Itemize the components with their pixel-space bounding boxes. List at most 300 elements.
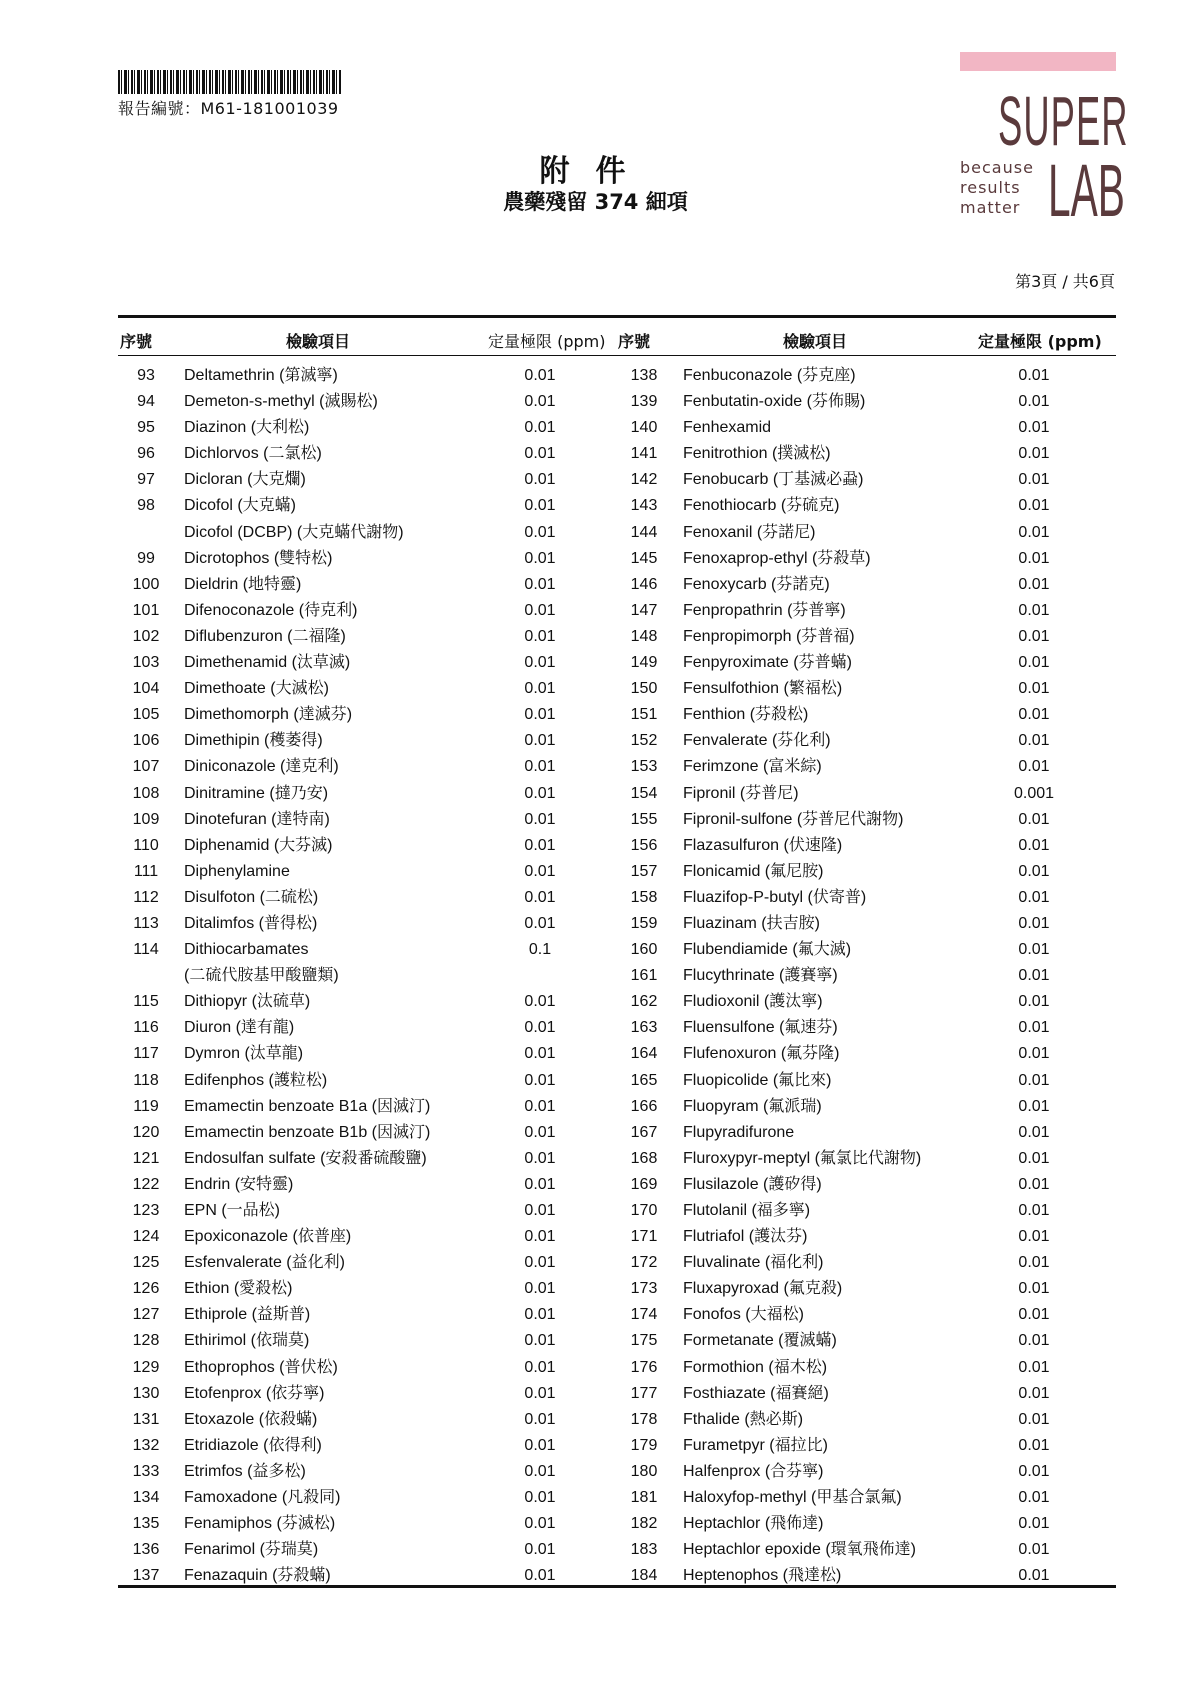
right-number-cell: 172 (630, 1254, 658, 1272)
right-limit-cell: 0.01 (1018, 471, 1050, 489)
left-item-cell: Dicofol (DCBP) (大克蟎代謝物) (184, 523, 404, 541)
right-item-cell: Fenitrothion (撲滅松) (683, 445, 831, 463)
table-row (118, 1198, 1116, 1224)
table-row (118, 1250, 1116, 1276)
right-item-cell: Fenpropimorph (芬普福) (683, 627, 855, 645)
left-item-cell: Dichlorvos (二氯松) (184, 445, 322, 463)
left-limit-cell: 0.01 (524, 1045, 556, 1063)
left-item-cell: Fenarimol (芬瑞莫) (184, 1541, 319, 1559)
left-number-cell: 121 (132, 1149, 160, 1167)
left-limit-cell: 0.01 (524, 732, 556, 750)
right-limit-cell: 0.01 (1018, 1384, 1050, 1402)
left-number-cell: 102 (132, 627, 160, 645)
right-number-cell: 167 (630, 1123, 658, 1141)
right-item-cell: Fludioxonil (護汰寧) (683, 993, 823, 1011)
left-item-cell: Fenamiphos (芬滅松) (184, 1515, 336, 1533)
right-item-cell: Fenpropathrin (芬普寧) (683, 601, 846, 619)
left-number-cell: 125 (132, 1254, 160, 1272)
right-number-cell: 145 (630, 549, 658, 567)
right-item-cell: Formetanate (覆滅蟎) (683, 1332, 837, 1350)
left-number-cell: 135 (132, 1515, 160, 1533)
table-row (118, 833, 1116, 859)
left-item-cell: Dicrotophos (雙特松) (184, 549, 333, 567)
right-limit-cell: 0.01 (1018, 1045, 1050, 1063)
table-row (118, 1485, 1116, 1511)
right-limit-cell: 0.01 (1018, 1019, 1050, 1037)
left-item-cell: Endrin (安特靈) (184, 1175, 294, 1193)
table-row (118, 1381, 1116, 1407)
right-limit-cell: 0.01 (1018, 654, 1050, 672)
left-number-cell: 131 (132, 1410, 160, 1428)
right-limit-cell: 0.01 (1018, 941, 1050, 959)
left-item-cell: Etrimfos (益多松) (184, 1462, 306, 1480)
right-item-cell: Fluvalinate (福化利) (683, 1254, 824, 1272)
table-row (118, 1015, 1116, 1041)
right-number-cell: 161 (630, 967, 658, 985)
left-item-cell: Disulfoton (二硫松) (184, 888, 319, 906)
right-number-cell: 143 (630, 497, 658, 515)
header-limit-right: 定量極限 (ppm) (978, 332, 1102, 351)
right-item-cell: Flubendiamide (氟大滅) (683, 941, 852, 959)
left-number-cell: 108 (132, 784, 160, 802)
table-row (118, 624, 1116, 650)
right-number-cell: 166 (630, 1097, 658, 1115)
left-item-cell: Famoxadone (凡殺同) (184, 1489, 341, 1507)
logo-tagline-line: matter (960, 198, 1021, 217)
left-limit-cell: 0.01 (524, 1123, 556, 1141)
right-item-cell: Fenoxycarb (芬諾克) (683, 575, 830, 593)
left-limit-cell: 0.01 (524, 1462, 556, 1480)
table-header-rule (118, 355, 1116, 356)
left-limit-cell: 0.01 (524, 706, 556, 724)
right-item-cell: Fenoxanil (芬諾尼) (683, 523, 816, 541)
table-row (118, 520, 1116, 546)
right-number-cell: 142 (630, 471, 658, 489)
right-number-cell: 141 (630, 445, 658, 463)
logo-tagline-line: results (960, 178, 1021, 197)
header-limit-left: 定量極限 (ppm) (488, 332, 606, 351)
left-limit-cell: 0.01 (524, 627, 556, 645)
left-number-cell: 118 (133, 1071, 159, 1089)
right-limit-cell: 0.01 (1018, 810, 1050, 828)
left-limit-cell: 0.01 (524, 836, 556, 854)
table-row (118, 1224, 1116, 1250)
left-number-cell: 137 (132, 1567, 160, 1585)
header-no-right: 序號 (618, 332, 651, 351)
right-limit-cell: 0.01 (1018, 1489, 1050, 1507)
left-number-cell: 119 (133, 1097, 159, 1115)
table-bottom-rule (118, 1585, 1116, 1588)
left-item-cell: Etoxazole (依殺蟎) (184, 1410, 318, 1428)
right-item-cell: Halfenprox (合芬寧) (683, 1462, 824, 1480)
right-limit-cell: 0.01 (1018, 393, 1050, 411)
right-item-cell: Flupyradifurone (683, 1123, 795, 1141)
page-indicator: 第3頁 / 共6頁 (1015, 272, 1115, 291)
right-item-cell: Fluensulfone (氟速芬) (683, 1019, 838, 1037)
left-item-cell: Dymron (汰草龍) (184, 1045, 304, 1063)
left-limit-cell: 0.01 (524, 993, 556, 1011)
right-item-cell: Fluopyram (氟派瑞) (683, 1097, 822, 1115)
left-item-cell: Ethion (愛殺松) (184, 1280, 293, 1298)
right-limit-cell: 0.01 (1018, 1332, 1050, 1350)
table-row (118, 415, 1116, 441)
right-number-cell: 168 (630, 1149, 658, 1167)
right-number-cell: 170 (630, 1202, 658, 1219)
table-row (118, 1355, 1116, 1381)
table-row (118, 441, 1116, 467)
right-number-cell: 146 (630, 575, 658, 593)
left-limit-cell: 0.01 (524, 888, 556, 906)
left-number-cell: 130 (132, 1384, 160, 1402)
right-number-cell: 153 (630, 758, 658, 776)
table-row (118, 885, 1116, 911)
table-row (118, 937, 1116, 963)
left-limit-cell: 0.01 (524, 1332, 556, 1350)
right-item-cell: Fenoxaprop-ethyl (芬殺草) (683, 549, 871, 567)
left-number-cell: 93 (137, 367, 155, 384)
right-limit-cell: 0.01 (1018, 888, 1050, 906)
left-item-cell: (二硫代胺基甲酸鹽類) (184, 967, 339, 985)
right-limit-cell: 0.01 (1018, 1202, 1050, 1219)
right-number-cell: 162 (630, 993, 658, 1011)
right-number-cell: 177 (630, 1384, 658, 1402)
right-item-cell: Flazasulfuron (伏速隆) (683, 836, 843, 854)
right-number-cell: 169 (630, 1175, 658, 1193)
right-number-cell: 176 (630, 1358, 658, 1376)
superlab-logo (960, 52, 1129, 232)
right-limit-cell: 0.01 (1018, 680, 1050, 698)
right-number-cell: 155 (630, 810, 658, 828)
left-number-cell: 97 (137, 471, 155, 489)
logo-tagline (960, 158, 1034, 218)
right-limit-cell: 0.01 (1018, 732, 1050, 750)
right-number-cell: 140 (630, 419, 658, 437)
right-number-cell: 164 (630, 1045, 658, 1063)
right-item-cell: Furametpyr (福拉比) (683, 1436, 828, 1454)
table-row (118, 1407, 1116, 1433)
table-row (118, 650, 1116, 676)
left-item-cell: Dithiocarbamates (184, 941, 309, 959)
right-limit-cell: 0.01 (1018, 1306, 1050, 1324)
table-row (118, 1068, 1116, 1094)
right-item-cell: Flutolanil (福多寧) (683, 1202, 811, 1219)
right-number-cell: 147 (630, 601, 658, 619)
left-number-cell: 120 (132, 1123, 160, 1141)
table-row (118, 1094, 1116, 1120)
left-item-cell: Dimethipin (穫萎得) (184, 732, 323, 750)
left-item-cell: Diniconazole (達克利) (184, 758, 339, 776)
left-limit-cell: 0.01 (524, 1228, 556, 1246)
table-row (118, 1537, 1116, 1563)
table-top-rule (118, 315, 1116, 318)
table-row (118, 467, 1116, 493)
right-item-cell: Fenbuconazole (芬克座) (683, 367, 856, 384)
left-item-cell: Demeton-s-methyl (滅賜松) (184, 393, 378, 411)
left-item-cell: Epoxiconazole (依普座) (184, 1228, 352, 1246)
left-item-cell: Deltamethrin (第滅寧) (184, 367, 338, 384)
right-limit-cell: 0.01 (1018, 758, 1050, 776)
left-limit-cell: 0.01 (524, 1019, 556, 1037)
right-limit-cell: 0.01 (1018, 993, 1050, 1011)
right-item-cell: Fensulfothion (繁福松) (683, 680, 843, 698)
left-number-cell: 136 (132, 1541, 160, 1559)
left-number-cell: 116 (133, 1019, 159, 1037)
left-number-cell: 111 (133, 862, 159, 880)
left-item-cell: Etofenprox (依芬寧) (184, 1384, 325, 1402)
left-item-cell: Diphenamid (大芬滅) (184, 836, 333, 854)
right-number-cell: 182 (630, 1515, 658, 1533)
header-item-right: 檢驗項目 (783, 332, 848, 351)
left-number-cell: 115 (133, 993, 159, 1011)
right-item-cell: Fluazifop-P-butyl (伏寄普) (683, 888, 867, 906)
left-limit-cell: 0.01 (524, 523, 556, 541)
logo-lab-text: LAB (1048, 149, 1125, 232)
right-limit-cell: 0.01 (1018, 497, 1050, 515)
left-number-cell: 109 (132, 810, 160, 828)
left-limit-cell: 0.01 (524, 1410, 556, 1428)
left-limit-cell: 0.01 (524, 575, 556, 593)
left-item-cell: Ethirimol (依瑞莫) (184, 1332, 310, 1350)
table-row (118, 859, 1116, 885)
right-item-cell: Heptachlor epoxide (環氧飛佈達) (683, 1541, 916, 1559)
left-limit-cell: 0.01 (524, 914, 556, 932)
table-row (118, 781, 1116, 807)
left-item-cell: Dinotefuran (達特南) (184, 810, 330, 828)
left-limit-cell: 0.01 (524, 1567, 556, 1585)
right-item-cell: Fenbutatin-oxide (芬佈賜) (683, 393, 866, 411)
right-item-cell: Flucythrinate (護賽寧) (683, 967, 838, 985)
left-limit-cell: 0.01 (524, 1097, 556, 1115)
right-number-cell: 183 (630, 1541, 658, 1559)
header-no-left: 序號 (120, 332, 153, 351)
right-number-cell: 152 (630, 732, 658, 750)
right-item-cell: Fluazinam (扶吉胺) (683, 914, 820, 932)
right-limit-cell: 0.01 (1018, 1358, 1050, 1376)
right-number-cell: 165 (630, 1071, 658, 1089)
right-item-cell: Fenvalerate (芬化利) (683, 732, 831, 750)
left-number-cell: 132 (132, 1436, 160, 1454)
table-row (118, 598, 1116, 624)
right-limit-cell: 0.01 (1018, 445, 1050, 463)
left-limit-cell: 0.01 (524, 1489, 556, 1507)
right-item-cell: Flufenoxuron (氟芬隆) (683, 1045, 840, 1063)
left-item-cell: Endosulfan sulfate (安殺番硫酸鹽) (184, 1149, 427, 1167)
left-item-cell: Etridiazole (依得利) (184, 1436, 322, 1454)
right-item-cell: Fipronil-sulfone (芬普尼代謝物) (683, 810, 904, 828)
left-number-cell: 107 (132, 758, 160, 776)
right-limit-cell: 0.01 (1018, 523, 1050, 541)
right-limit-cell: 0.01 (1018, 549, 1050, 567)
right-item-cell: Fenothiocarb (芬硫克) (683, 497, 840, 515)
right-item-cell: Fosthiazate (福賽絕) (683, 1384, 829, 1402)
left-number-cell: 106 (132, 732, 160, 750)
left-number-cell: 127 (132, 1306, 160, 1324)
left-number-cell: 128 (132, 1332, 160, 1350)
table-row (118, 1146, 1116, 1172)
left-limit-cell: 0.01 (524, 810, 556, 828)
left-limit-cell: 0.01 (524, 1358, 556, 1376)
left-limit-cell: 0.01 (524, 680, 556, 698)
right-number-cell: 179 (630, 1436, 658, 1454)
left-number-cell: 123 (132, 1202, 160, 1219)
right-limit-cell: 0.01 (1018, 1149, 1050, 1167)
right-item-cell: Flusilazole (護矽得) (683, 1175, 822, 1193)
right-limit-cell: 0.01 (1018, 627, 1050, 645)
left-limit-cell: 0.01 (524, 445, 556, 463)
left-item-cell: EPN (一品松) (184, 1202, 281, 1219)
right-number-cell: 178 (630, 1410, 658, 1428)
right-number-cell: 180 (630, 1462, 658, 1480)
right-item-cell: Fenpyroximate (芬普蟎) (683, 654, 852, 672)
right-limit-cell: 0.01 (1018, 601, 1050, 619)
right-item-cell: Flonicamid (氟尼胺) (683, 862, 824, 880)
right-item-cell: Heptachlor (飛佈達) (683, 1515, 824, 1533)
left-item-cell: Dithiopyr (汰硫草) (184, 993, 311, 1011)
logo-super-text: SUPER (998, 82, 1129, 160)
left-number-cell: 98 (137, 497, 155, 515)
right-number-cell: 149 (630, 654, 658, 672)
table-row (118, 1511, 1116, 1537)
right-limit-cell: 0.01 (1018, 1228, 1050, 1246)
page-subtitle: 農藥殘留 374 細項 (503, 190, 688, 214)
right-item-cell: Fthalide (熱必斯) (683, 1410, 804, 1428)
left-limit-cell: 0.01 (524, 367, 556, 384)
right-item-cell: Heptenophos (飛達松) (683, 1567, 842, 1585)
right-number-cell: 150 (630, 680, 658, 698)
right-limit-cell: 0.01 (1018, 967, 1050, 985)
right-limit-cell: 0.01 (1018, 1541, 1050, 1559)
left-number-cell: 134 (132, 1489, 160, 1507)
left-item-cell: Dimethenamid (汰草滅) (184, 654, 351, 672)
left-item-cell: Emamectin benzoate B1b (因滅汀) (184, 1123, 431, 1141)
left-limit-cell: 0.01 (524, 471, 556, 489)
left-item-cell: Ethoprophos (普伏松) (184, 1358, 338, 1376)
left-limit-cell: 0.01 (524, 1149, 556, 1167)
left-item-cell: Diuron (達有龍) (184, 1019, 295, 1037)
right-limit-cell: 0.01 (1018, 419, 1050, 437)
right-limit-cell: 0.01 (1018, 862, 1050, 880)
right-limit-cell: 0.01 (1018, 1123, 1050, 1141)
left-number-cell: 126 (132, 1280, 160, 1298)
right-number-cell: 154 (630, 784, 658, 802)
left-item-cell: Emamectin benzoate B1a (因滅汀) (184, 1097, 431, 1115)
left-limit-cell: 0.01 (524, 419, 556, 437)
right-limit-cell: 0.01 (1018, 1254, 1050, 1272)
left-item-cell: Ethiprole (益斯普) (184, 1306, 311, 1324)
left-item-cell: Diazinon (大利松) (184, 419, 310, 437)
table-row (118, 493, 1116, 519)
left-item-cell: Dieldrin (地特靈) (184, 575, 302, 593)
left-limit-cell: 0.01 (524, 549, 556, 567)
right-limit-cell: 0.01 (1018, 914, 1050, 932)
logo-tagline-line: because (960, 158, 1034, 177)
right-item-cell: Fluopicolide (氟比來) (683, 1071, 832, 1089)
right-item-cell: Fenthion (芬殺松) (683, 706, 809, 724)
left-number-cell: 94 (137, 393, 155, 411)
table-row (118, 754, 1116, 780)
left-limit-cell: 0.01 (524, 784, 556, 802)
left-limit-cell: 0.01 (524, 1254, 556, 1272)
left-limit-cell: 0.01 (524, 1541, 556, 1559)
left-limit-cell: 0.1 (528, 941, 552, 959)
table-row (118, 1172, 1116, 1198)
left-item-cell: Dimethoate (大滅松) (184, 680, 329, 698)
table-row (118, 363, 1116, 389)
right-limit-cell: 0.01 (1018, 1567, 1050, 1585)
right-number-cell: 148 (630, 627, 658, 645)
right-number-cell: 173 (630, 1280, 658, 1298)
right-item-cell: Fipronil (芬普尼) (683, 784, 799, 802)
left-limit-cell: 0.01 (524, 862, 556, 880)
left-number-cell: 122 (132, 1175, 160, 1193)
table-row (118, 702, 1116, 728)
logo-accent-bar (960, 52, 1116, 71)
left-limit-cell: 0.01 (524, 758, 556, 776)
right-item-cell: Haloxyfop-methyl (甲基合氯氟) (683, 1489, 902, 1507)
table-row (118, 1041, 1116, 1067)
right-limit-cell: 0.01 (1018, 575, 1050, 593)
right-limit-cell: 0.01 (1018, 1462, 1050, 1480)
left-limit-cell: 0.01 (524, 1071, 556, 1089)
right-limit-cell: 0.01 (1018, 1071, 1050, 1089)
right-number-cell: 159 (630, 914, 658, 932)
right-number-cell: 174 (630, 1306, 658, 1324)
right-number-cell: 181 (630, 1489, 658, 1507)
left-number-cell: 103 (132, 654, 160, 672)
table-body (118, 363, 1116, 1589)
right-number-cell: 151 (630, 706, 658, 724)
left-number-cell: 105 (132, 706, 160, 724)
header-item-left: 檢驗項目 (286, 332, 351, 351)
left-number-cell: 99 (137, 549, 155, 567)
right-item-cell: Ferimzone (富米綜) (683, 758, 822, 776)
table-row (118, 728, 1116, 754)
left-limit-cell: 0.01 (524, 1306, 556, 1324)
left-number-cell: 110 (133, 836, 159, 854)
right-number-cell: 184 (630, 1567, 658, 1585)
right-item-cell: Fluroxypyr-meptyl (氟氯比代謝物) (683, 1149, 922, 1167)
right-item-cell: Fenobucarb (丁基滅必蝨) (683, 471, 864, 489)
table-row (118, 963, 1116, 989)
left-number-cell: 113 (133, 914, 159, 932)
left-item-cell: Dicofol (大克蟎) (184, 497, 297, 515)
right-limit-cell: 0.01 (1018, 836, 1050, 854)
right-limit-cell: 0.01 (1018, 1280, 1050, 1298)
table-row (118, 389, 1116, 415)
right-item-cell: Fenhexamid (683, 419, 772, 437)
left-number-cell: 129 (132, 1358, 160, 1376)
right-item-cell: Formothion (福木松) (683, 1358, 828, 1376)
right-number-cell: 139 (630, 393, 658, 411)
right-limit-cell: 0.001 (1013, 784, 1055, 802)
right-number-cell: 157 (630, 862, 658, 880)
left-item-cell: Edifenphos (護粒松) (184, 1071, 328, 1089)
barcode (118, 70, 342, 94)
table-row (118, 911, 1116, 937)
left-limit-cell: 0.01 (524, 1515, 556, 1533)
table-row (118, 546, 1116, 572)
table-row (118, 807, 1116, 833)
table-row (118, 676, 1116, 702)
table-row (118, 1433, 1116, 1459)
left-item-cell: Esfenvalerate (益化利) (184, 1254, 345, 1272)
table-row (118, 1328, 1116, 1354)
right-limit-cell: 0.01 (1018, 1436, 1050, 1454)
right-number-cell: 171 (630, 1228, 658, 1246)
left-limit-cell: 0.01 (524, 1175, 556, 1193)
left-limit-cell: 0.01 (524, 1280, 556, 1298)
left-number-cell: 112 (133, 888, 159, 906)
